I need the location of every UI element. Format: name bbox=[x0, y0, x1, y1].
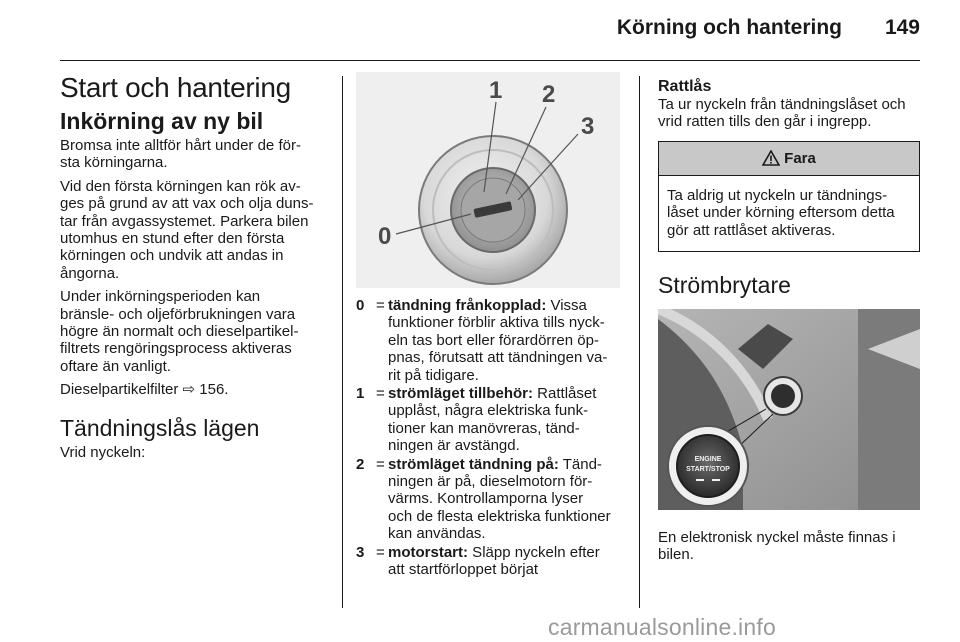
button-indicator-left bbox=[696, 479, 704, 481]
equals-sign: = bbox=[376, 455, 385, 473]
page-header bbox=[0, 0, 960, 60]
paragraph-consumption: Under inkörningsperioden kan bränsle- och oljeförbrukningen vara högre än normalt och dieselpartikel- filtrets rengöringsprocess aktiveras oftare än vanligt. bbox=[60, 288, 299, 375]
ignition-position-list bbox=[356, 297, 628, 580]
position-text: Släpp nyckeln efter att startförloppet börjat bbox=[388, 543, 600, 579]
paragraph-dpf-reference: Dieselpartikelfilter ⇨ 156. bbox=[60, 381, 229, 399]
warning-header bbox=[659, 142, 919, 176]
header-divider bbox=[60, 60, 920, 61]
column-start-and-handling bbox=[60, 72, 328, 467]
position-term: motorstart: bbox=[388, 543, 469, 561]
position-description bbox=[388, 544, 628, 579]
warning-title: Fara bbox=[784, 149, 816, 167]
list-item bbox=[356, 544, 628, 579]
paragraph-steering-lock: Ta ur nyckeln från tändningslåset och vrid ratten tills den går i ingrepp. bbox=[658, 96, 906, 131]
position-description bbox=[388, 297, 628, 384]
position-term: strömläget tändning på: bbox=[388, 455, 559, 473]
list-item bbox=[356, 297, 628, 384]
subheading-steering-lock: Rattlås bbox=[658, 78, 712, 95]
position-label-1: 1 bbox=[489, 77, 503, 104]
position-label-2: 2 bbox=[542, 81, 556, 108]
equals-sign: = bbox=[376, 297, 385, 314]
watermark: carmanualsonline.info bbox=[548, 614, 776, 640]
danger-warning-box bbox=[658, 141, 920, 252]
position-label-0: 0 bbox=[378, 223, 392, 250]
subheading-power-switch: Strömbrytare bbox=[658, 272, 791, 299]
chapter-title: Körning och hantering bbox=[616, 16, 842, 39]
position-term: strömläget tillbehör: bbox=[388, 385, 534, 403]
button-label-start-stop: START/STOP bbox=[686, 466, 730, 474]
paragraph-smoke: Vid den första körningen kan rök av- ges på grund av att vax och olja duns- tar från avgassystemet. Parkera bilen utomhus en stund efter den första körningen och undvik att andas in ångorna. bbox=[60, 177, 314, 282]
column-divider-right bbox=[639, 76, 640, 608]
position-number: 3 bbox=[356, 543, 365, 561]
position-term: tändning frånkopplad: bbox=[388, 297, 547, 314]
start-button-small bbox=[771, 384, 795, 408]
column-steering-lock-and-switch bbox=[658, 78, 924, 564]
page-number: 149 bbox=[884, 16, 920, 39]
subheading-ignition-positions: Tändningslås lägen bbox=[60, 414, 260, 441]
button-indicator-right bbox=[712, 479, 720, 481]
engine-start-stop-photo bbox=[658, 309, 920, 510]
equals-sign: = bbox=[376, 543, 385, 561]
list-item bbox=[356, 385, 628, 455]
warning-text: Ta aldrig ut nyckeln ur tändnings- låset under körning eftersom detta gör att rattlåset aktiveras. bbox=[667, 186, 895, 239]
section-heading-start: Start och hantering bbox=[60, 72, 291, 103]
list-item bbox=[356, 456, 628, 543]
position-description bbox=[388, 385, 628, 455]
photo-caption: En elektronisk nyckel måste finnas i bilen. bbox=[658, 529, 896, 564]
paragraph-turn-key: Vrid nyckeln: bbox=[60, 443, 146, 461]
position-text: Rattlåset upplåst, några elektriska funk- tioner kan manövreras, tänd- ningen är avstängd. bbox=[388, 385, 597, 455]
position-number: 0 bbox=[356, 297, 365, 314]
subheading-breakin: Inkörning av ny bil bbox=[60, 108, 264, 134]
position-number: 1 bbox=[356, 385, 365, 403]
ignition-switch-illustration bbox=[356, 72, 620, 288]
position-description bbox=[388, 456, 628, 543]
position-text: Vissa funktioner förblir aktiva tills nyck- eln tas bort eller förardörren öp- pnas, förutsatt att tändningen va- rit på tidigare. bbox=[388, 297, 608, 384]
equals-sign: = bbox=[376, 385, 385, 403]
paragraph-brakes: Bromsa inte alltför hårt under de för- sta körningarna. bbox=[60, 137, 301, 172]
position-number: 2 bbox=[356, 455, 365, 473]
warning-triangle-icon bbox=[762, 150, 780, 166]
button-label-engine: ENGINE bbox=[694, 456, 722, 464]
position-text: Tänd- ningen är på, dieselmotorn för- värms. Kontrollamporna lyser och de flesta elektriska funktioner kan användas. bbox=[388, 455, 611, 543]
position-label-3: 3 bbox=[581, 113, 595, 140]
column-divider-left bbox=[342, 76, 343, 608]
